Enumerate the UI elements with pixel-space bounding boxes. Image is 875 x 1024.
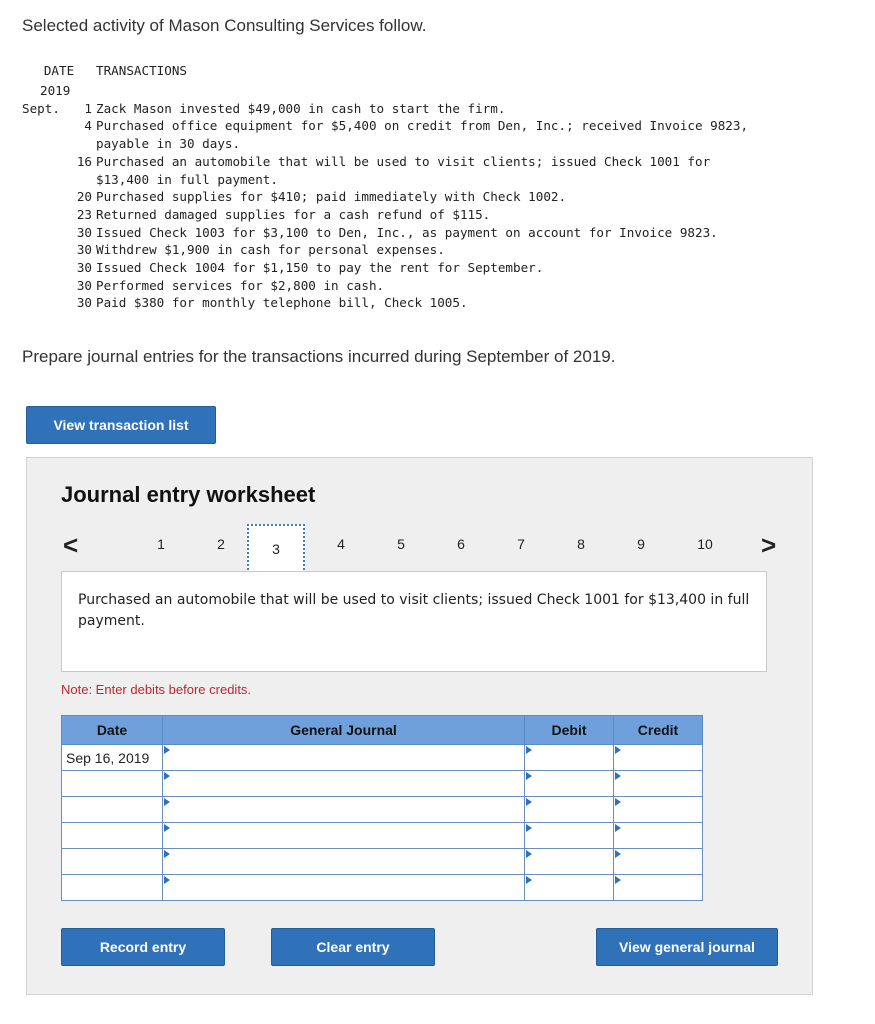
transaction-day: 1	[84, 100, 92, 116]
journal-date-cell	[62, 849, 163, 875]
debit-input[interactable]	[525, 875, 614, 901]
journal-date-cell	[62, 875, 163, 901]
transaction-day: 30	[76, 260, 92, 276]
intro-text: Selected activity of Mason Consulting Services follow.	[22, 16, 427, 35]
prev-arrow-icon[interactable]: <	[63, 530, 79, 560]
journal-entry-worksheet-panel	[26, 457, 813, 995]
credit-input[interactable]	[614, 823, 703, 849]
transaction-row	[22, 153, 758, 188]
journal-date-cell	[62, 797, 163, 823]
page-1[interactable]: 1	[157, 536, 165, 552]
transaction-text: Paid $380 for monthly telephone bill, Check 1005.	[96, 295, 468, 311]
account-input[interactable]	[163, 797, 525, 823]
credit-header: Credit	[614, 716, 703, 745]
transaction-text: Issued Check 1004 for $1,150 to pay the rent for September.	[96, 260, 544, 276]
transaction-month	[22, 188, 74, 206]
worksheet-title: Journal entry worksheet	[61, 482, 316, 507]
instruction-text: Prepare journal entries for the transactions incurred during September of 2019.	[22, 347, 616, 366]
transaction-month: Sept.	[22, 100, 60, 116]
transaction-day: 23	[76, 206, 92, 222]
note-text: Note: Enter debits before credits.	[61, 682, 252, 697]
transactions-column-header: TRANSACTIONS	[96, 63, 187, 78]
transaction-month	[22, 153, 74, 188]
dropdown-caret-icon	[164, 798, 170, 806]
page-10[interactable]: 10	[697, 536, 713, 552]
dropdown-caret-icon	[526, 876, 532, 884]
dropdown-caret-icon	[164, 746, 170, 754]
debit-input[interactable]	[525, 849, 614, 875]
dropdown-caret-icon	[615, 798, 621, 806]
dropdown-caret-icon	[526, 798, 532, 806]
transactions-table	[22, 62, 758, 312]
journal-row	[62, 797, 703, 823]
transaction-month	[22, 294, 74, 312]
journal-date-cell	[62, 771, 163, 797]
transaction-month	[22, 241, 74, 259]
transaction-row	[22, 188, 758, 206]
credit-input[interactable]	[614, 875, 703, 901]
page-3-active[interactable]	[247, 524, 305, 574]
journal-date-cell	[62, 823, 163, 849]
transaction-text: Purchased an automobile that will be used to visit clients; issued Check 1001 for $13,400 in full payment.	[96, 153, 711, 187]
active-page-label: 3	[272, 541, 280, 557]
view-transaction-list-button[interactable]: View transaction list	[26, 406, 216, 444]
journal-row	[62, 849, 703, 875]
credit-input[interactable]	[614, 797, 703, 823]
transaction-day: 20	[76, 189, 92, 205]
credit-input[interactable]	[614, 771, 703, 797]
entry-pager	[57, 524, 787, 574]
dropdown-caret-icon	[526, 772, 532, 780]
transaction-month	[22, 277, 74, 295]
year-label: 2019	[40, 83, 71, 98]
page-9[interactable]: 9	[637, 536, 645, 552]
journal-date-cell: Sep 16, 2019	[62, 745, 163, 771]
transaction-text: Performed services for $2,800 in cash.	[96, 277, 385, 293]
record-entry-button[interactable]: Record entry	[61, 928, 225, 966]
transaction-text: Issued Check 1003 for $3,100 to Den, Inc., as payment on account for Invoice 9823.	[96, 224, 718, 240]
account-input[interactable]	[163, 745, 525, 771]
transaction-day: 4	[84, 118, 92, 134]
transaction-row	[22, 294, 758, 312]
debit-input[interactable]	[525, 745, 614, 771]
debit-header: Debit	[525, 716, 614, 745]
transactions-header	[22, 62, 758, 80]
general-journal-table	[61, 715, 703, 901]
dropdown-caret-icon	[615, 876, 621, 884]
transaction-day: 30	[76, 224, 92, 240]
page-5[interactable]: 5	[397, 536, 405, 552]
account-input[interactable]	[163, 875, 525, 901]
page-6[interactable]: 6	[457, 536, 465, 552]
transaction-text: Purchased office equipment for $5,400 on credit from Den, Inc.; received Invoice 9823, payable in 30 days.	[96, 118, 749, 152]
account-input[interactable]	[163, 771, 525, 797]
credit-input[interactable]	[614, 745, 703, 771]
transaction-month	[22, 206, 74, 224]
dropdown-caret-icon	[526, 746, 532, 754]
account-input[interactable]	[163, 849, 525, 875]
transaction-description: Purchased an automobile that will be used to visit clients; issued Check 1001 for $13,400 in full payment.	[61, 571, 767, 672]
page-7[interactable]: 7	[517, 536, 525, 552]
transaction-row	[22, 259, 758, 277]
dropdown-caret-icon	[615, 824, 621, 832]
transaction-row	[22, 206, 758, 224]
journal-row	[62, 823, 703, 849]
view-general-journal-button[interactable]: View general journal	[596, 928, 778, 966]
transaction-row	[22, 117, 758, 152]
debit-input[interactable]	[525, 823, 614, 849]
debit-input[interactable]	[525, 797, 614, 823]
transaction-row	[22, 241, 758, 259]
transaction-day: 16	[76, 153, 92, 169]
page-4[interactable]: 4	[337, 536, 345, 552]
transaction-day: 30	[76, 295, 92, 311]
dropdown-caret-icon	[615, 772, 621, 780]
dropdown-caret-icon	[615, 850, 621, 858]
journal-row	[62, 745, 703, 771]
transaction-text: Zack Mason invested $49,000 in cash to start the firm.	[96, 100, 506, 116]
dropdown-caret-icon	[164, 824, 170, 832]
transaction-row	[22, 224, 758, 242]
page-2[interactable]: 2	[217, 536, 225, 552]
journal-row	[62, 771, 703, 797]
transaction-month	[22, 117, 74, 152]
journal-row	[62, 875, 703, 901]
credit-input[interactable]	[614, 849, 703, 875]
transaction-text: Withdrew $1,900 in cash for personal expenses.	[96, 242, 445, 258]
dropdown-caret-icon	[164, 772, 170, 780]
dropdown-caret-icon	[526, 850, 532, 858]
dropdown-caret-icon	[164, 850, 170, 858]
transaction-month	[22, 224, 74, 242]
clear-entry-button[interactable]: Clear entry	[271, 928, 435, 966]
general-journal-header: General Journal	[163, 716, 525, 745]
dropdown-caret-icon	[526, 824, 532, 832]
transaction-day: 30	[76, 242, 92, 258]
dropdown-caret-icon	[164, 876, 170, 884]
debit-input[interactable]	[525, 771, 614, 797]
next-arrow-icon[interactable]: >	[761, 530, 777, 560]
transaction-row	[22, 277, 758, 295]
transaction-row	[22, 100, 758, 118]
date-column-header: DATE	[43, 63, 75, 78]
page-8[interactable]: 8	[577, 536, 585, 552]
account-input[interactable]	[163, 823, 525, 849]
transaction-text: Returned damaged supplies for a cash refund of $115.	[96, 206, 491, 222]
date-header: Date	[62, 716, 163, 745]
transaction-month	[22, 259, 74, 277]
dropdown-caret-icon	[615, 746, 621, 754]
transaction-day: 30	[76, 277, 92, 293]
transaction-text: Purchased supplies for $410; paid immediately with Check 1002.	[96, 189, 567, 205]
